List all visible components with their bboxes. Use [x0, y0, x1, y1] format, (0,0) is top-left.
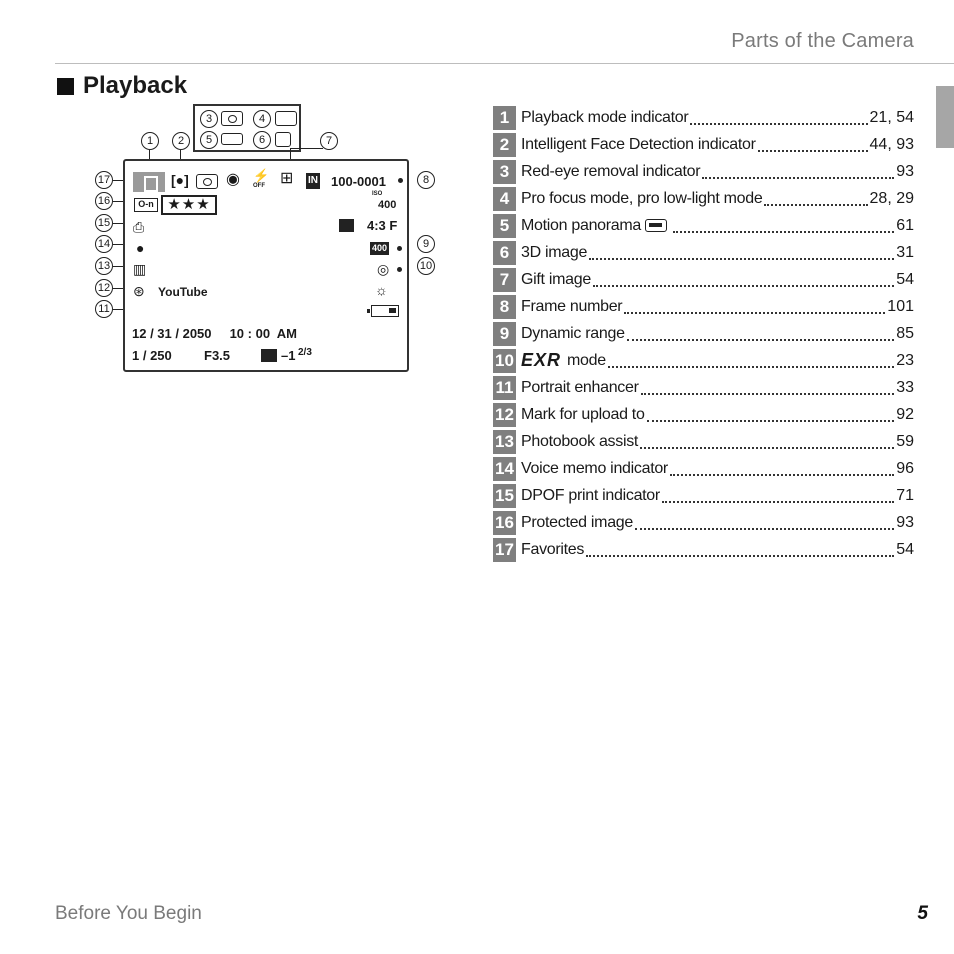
3d-image-icon	[275, 132, 291, 147]
frame-number: 100-0001	[331, 174, 386, 189]
flash-off-label: OFF	[253, 183, 265, 189]
exposure-comp: –1	[281, 348, 296, 363]
date-time: 12 / 31 / 2050 10 : 00 AM	[132, 326, 298, 341]
red-eye-indicator-icon	[196, 174, 218, 189]
print-icon: ⎙	[133, 219, 145, 235]
list-item: 17 Favorites 54	[493, 536, 914, 563]
list-item: 7 Gift image 54	[493, 266, 914, 293]
red-eye-icon	[221, 111, 243, 126]
exr-mode-icon: ◎	[377, 261, 390, 277]
callout-2: 2	[172, 132, 190, 150]
list-item: 5 Motion panorama 61	[493, 212, 914, 239]
dynamic-range-badge: 400	[372, 243, 388, 253]
callout-11: 11	[95, 300, 113, 318]
callout-box-3-6	[193, 104, 301, 152]
iso-value: 400	[378, 199, 397, 211]
battery-icon	[371, 305, 399, 317]
list-item: 6 3D image 31	[493, 239, 914, 266]
internal-memory-icon: IN	[306, 173, 320, 189]
header-rule	[55, 63, 954, 64]
callout-17: 17	[95, 171, 113, 189]
list-item: 16 Protected image 93	[493, 509, 914, 536]
callout-16: 16	[95, 192, 113, 210]
chapter-tab	[936, 86, 954, 148]
iso-label: ISO	[372, 191, 383, 197]
pro-focus-icon	[275, 111, 297, 126]
section-square-icon	[57, 78, 74, 95]
callout-12: 12	[95, 279, 113, 297]
callout-8: 8	[417, 171, 435, 189]
list-item: 11 Portrait enhancer 33	[493, 374, 914, 401]
exposure-comp-icon	[261, 349, 277, 362]
callout-10: 10	[417, 257, 435, 275]
callout-13: 13	[95, 257, 113, 275]
footer-section: Before You Begin	[55, 903, 202, 924]
list-item: 15 DPOF print indicator 71	[493, 482, 914, 509]
list-item: 2 Intelligent Face Detection indicator 44, 93	[493, 131, 914, 158]
callout-15: 15	[95, 214, 113, 232]
callout-14: 14	[95, 235, 113, 253]
image-size-icon	[339, 219, 354, 232]
list-item: 1 Playback mode indicator 21, 54	[493, 104, 914, 131]
callout-5: 5	[200, 131, 218, 149]
list-item: 9 Dynamic range 85	[493, 320, 914, 347]
upload-service: YouTube	[158, 285, 208, 299]
scene-icon: ☼	[375, 282, 388, 298]
lcd-screen	[123, 159, 409, 372]
list-item: 14 Voice memo indicator 96	[493, 455, 914, 482]
shutter-speed: 1 / 250	[132, 348, 172, 363]
callout-1: 1	[141, 132, 159, 150]
index-list	[493, 104, 914, 563]
image-size: 4:3 F	[367, 218, 398, 233]
protect-icon: O‑n	[134, 198, 158, 212]
list-item: 4 Pro focus mode, pro low-light mode 28, 29	[493, 185, 914, 212]
gift-icon: ⊞	[280, 170, 294, 187]
callout-9: 9	[417, 235, 435, 253]
list-item: 12 Mark for upload to 92	[493, 401, 914, 428]
list-item: 10 EXR mode 23	[493, 347, 914, 374]
portrait-enhancer-icon: ◉	[226, 171, 240, 188]
callout-6: 6	[253, 131, 271, 149]
page-number: 5	[917, 903, 928, 924]
favorites-stars: ★★★	[161, 195, 217, 215]
section-title: Playback	[83, 72, 188, 99]
section-heading	[57, 72, 187, 100]
upload-mark-icon: ⊛	[133, 283, 145, 299]
list-item: 8 Frame number 101	[493, 293, 914, 320]
list-item: 3 Red-eye removal indicator 93	[493, 158, 914, 185]
callout-4: 4	[253, 110, 271, 128]
list-item: 13 Photobook assist 59	[493, 428, 914, 455]
callout-7: 7	[320, 132, 338, 150]
exr-logo: EXR	[521, 350, 562, 370]
header-title: Parts of the Camera	[731, 30, 914, 52]
callout-3: 3	[200, 110, 218, 128]
exposure-fraction: 2/3	[298, 347, 312, 358]
motion-panorama-icon	[645, 219, 667, 232]
aperture: F3.5	[204, 348, 231, 363]
playback-mode-icon	[133, 172, 165, 192]
flash-icon: ⚡	[253, 168, 270, 183]
face-detection-icon: [●]	[171, 172, 189, 188]
playback-display-diagram	[95, 104, 433, 376]
motion-panorama-icon	[221, 133, 243, 145]
voice-memo-icon: ●	[136, 240, 145, 256]
photobook-icon: ▥	[133, 261, 147, 277]
